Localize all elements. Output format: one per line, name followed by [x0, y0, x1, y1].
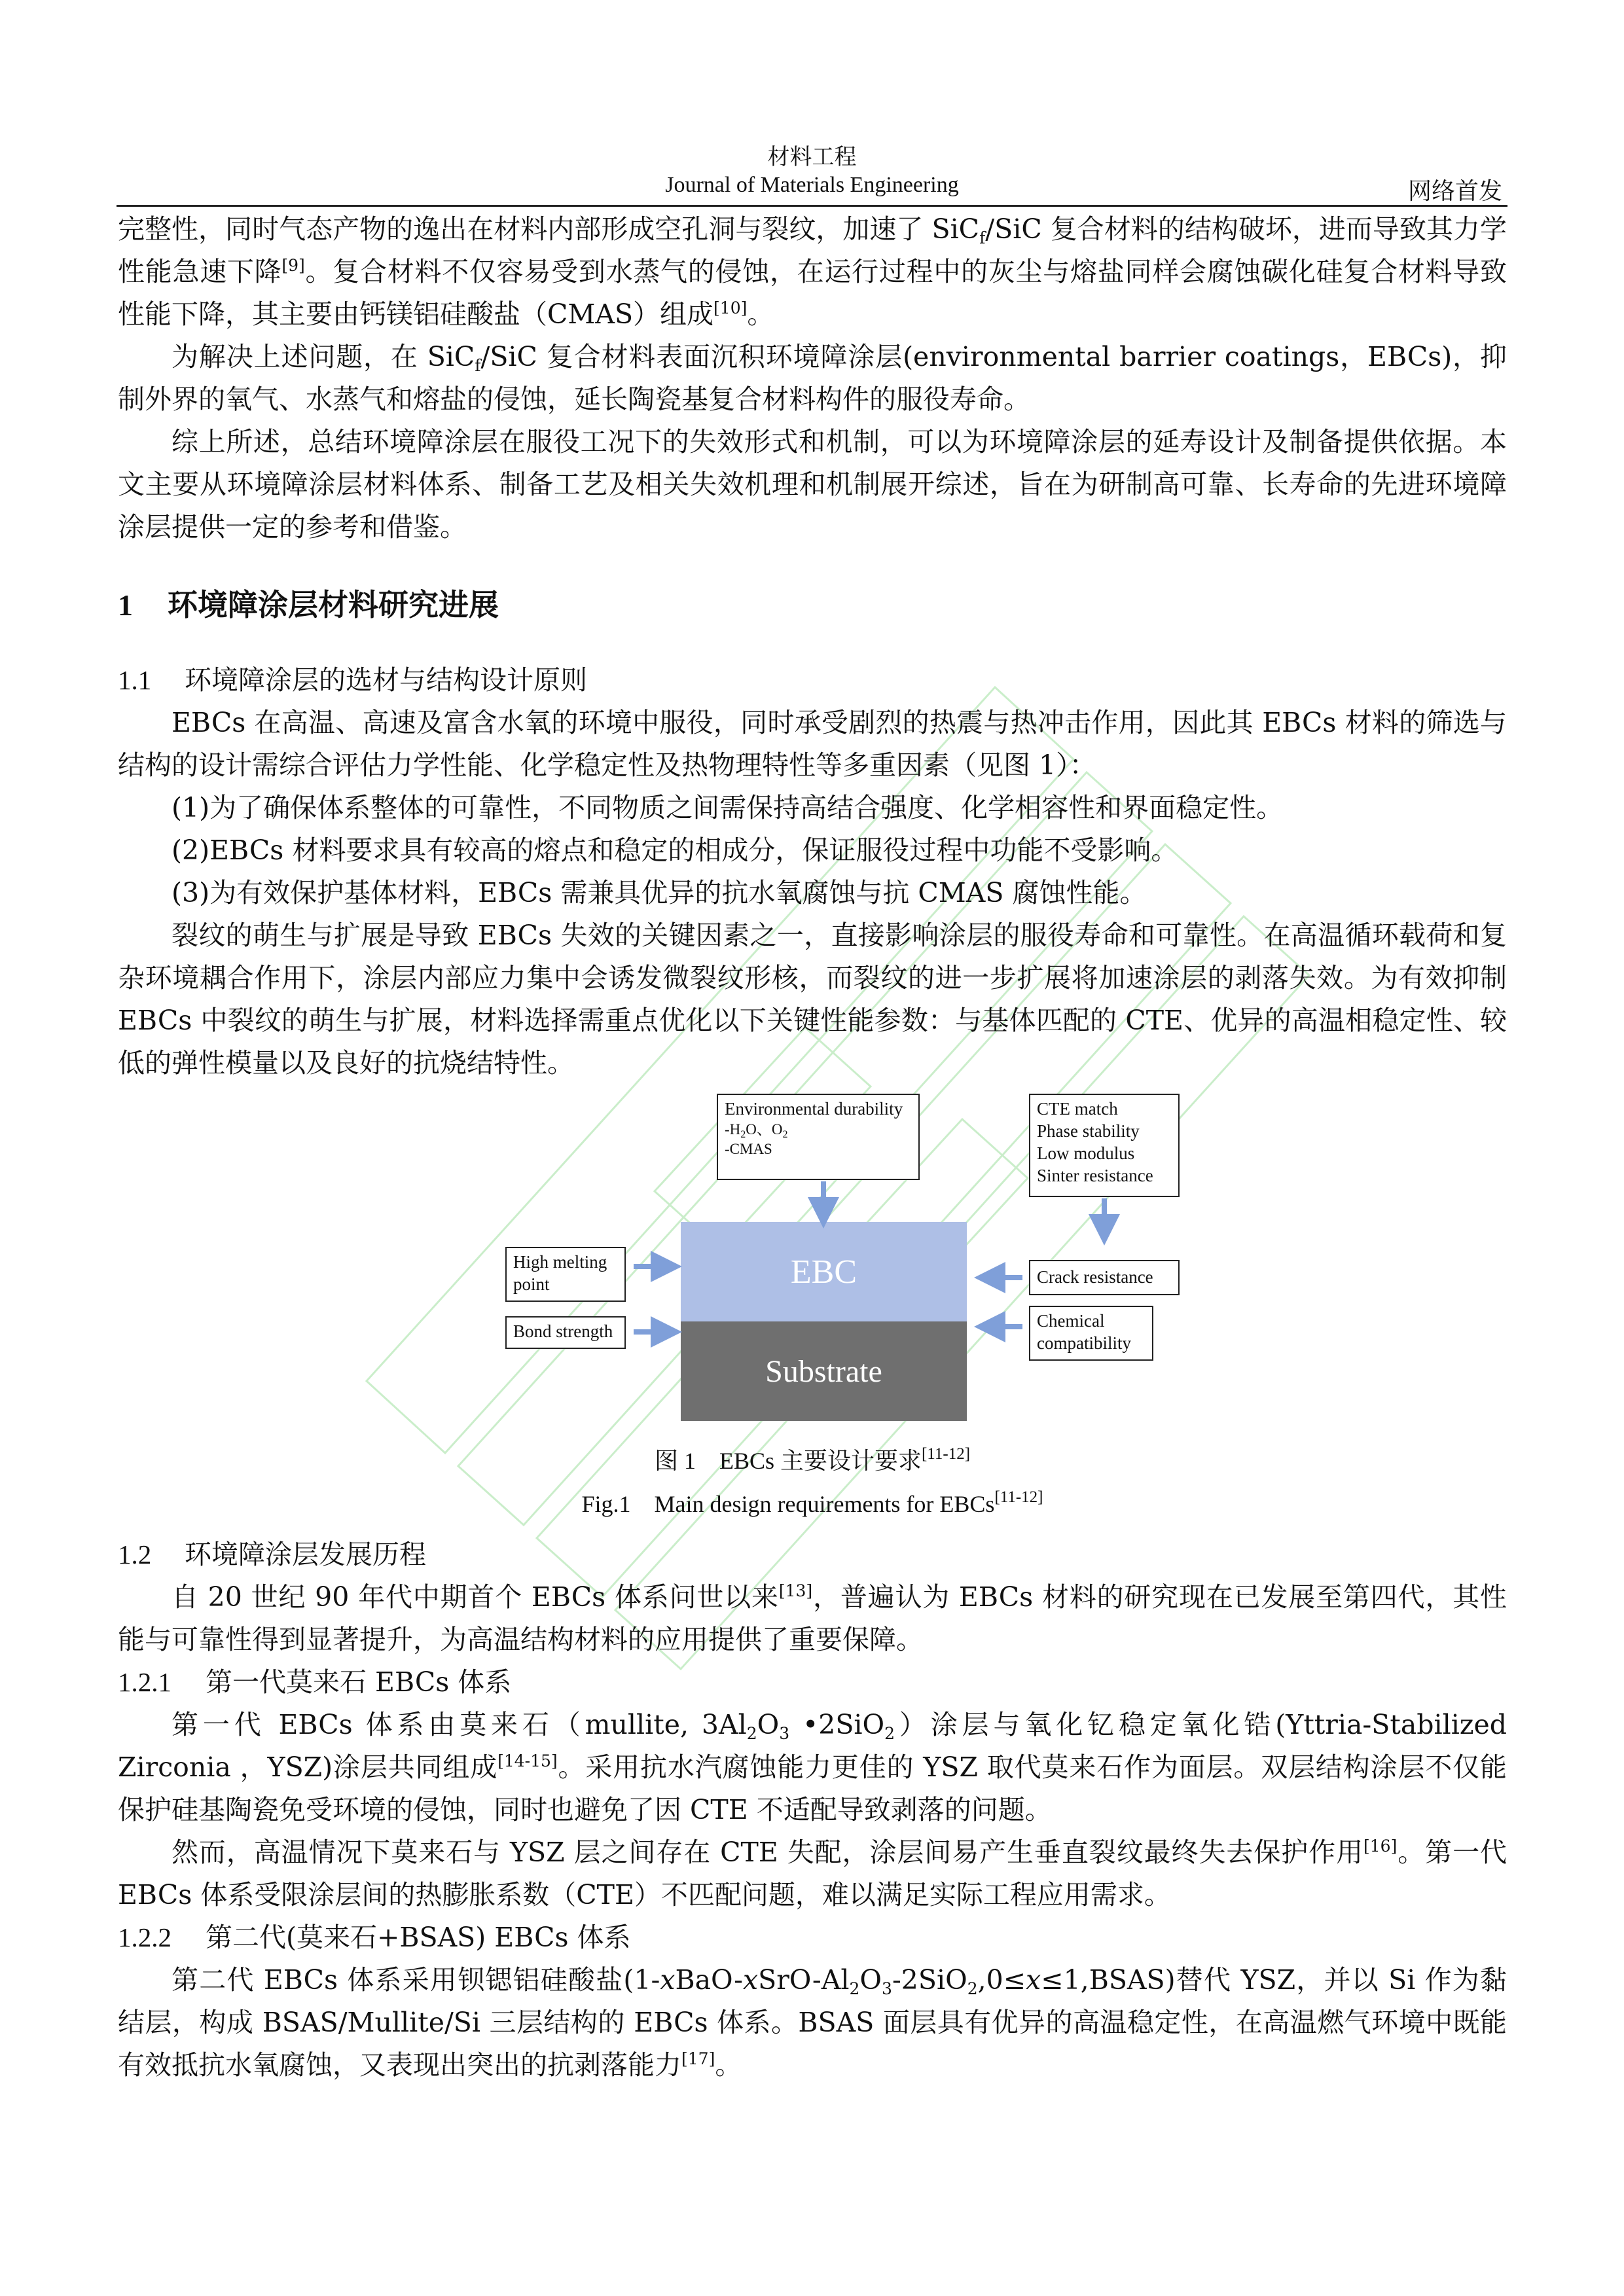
citation[interactable]: [13]	[778, 1581, 813, 1600]
environmental-durability-box: Environmental durability $-H_2O$、$O_2$ -CMAS	[717, 1094, 920, 1180]
crack-resistance-box: Crack resistance	[1029, 1260, 1180, 1295]
paragraph-8: 然而，高温情况下莫来石与 YSZ 层之间存在 CTE 失配，涂层间易产生垂直裂纹最终失去保护作用[16]。第一代 EBCs 体系受限涂层间的热膨胀系数（CTE）不匹配问题，难以满足实际工程应用需求。	[118, 1837, 1507, 1910]
paragraph-1: 完整性，同时气态产物的逸出在材料内部形成空孔洞与裂纹，加速了 SiC$_f$/SiC 复合材料的结构破坏，进而导致其力学性能急速下降[9]。复合材料不仅容易受到水蒸气的侵蚀，在运行过程中的灰尘与熔盐同样会腐蚀碳化硅复合材料导致性能下降，其主要由钙镁铝硅酸盐（CMAS）组成[10]。	[118, 213, 1507, 330]
figure-caption-en: Fig.1 Main design requirements for EBCs[11-12]	[581, 1488, 1043, 1517]
list-item-3: (3)为有效保护基体材料，EBCs 需兼具优异的抗水氧腐蚀与抗 CMAS 腐蚀性能。	[171, 877, 1147, 908]
property-list-box: CTE match Phase stability Low modulus Sinter resistance	[1029, 1094, 1180, 1197]
ebc-layer: EBC	[681, 1222, 967, 1321]
substrate-layer: Substrate	[681, 1321, 967, 1421]
high-melting-point-box: High melting point	[505, 1247, 626, 1302]
paragraph-5: 裂纹的萌生与扩展是导致 EBCs 失效的关键因素之一，直接影响涂层的服役寿命和可靠性。在高温循环载荷和复杂环境耦合作用下，涂层内部应力集中会诱发微裂纹形核，而裂纹的进一步扩展将加速涂层的剥落失效。为有效抑制 EBCs 中裂纹的萌生与扩展，材料选择需重点优化以下关键性能参数：与基体匹配的 CTE、优异的高温相稳定性、较低的弹性模量以及良好的抗烧结特性。	[118, 920, 1507, 1079]
paragraph-7: 第一代 EBCs 体系由莫来石（mullite, $3Al_2O_3$ •2SiO$_2$）涂层与氧化钇稳定氧化锆(Yttria-Stabilized Zirconia ，YSZ)涂层共同组成[14-15]。采用抗水汽腐蚀能力更佳的 YSZ 取代莫来石作为面层。双层结构涂层不仅能保护硅基陶瓷免受环境的侵蚀，同时也避免了因 CTE 不适配导致剥落的问题。	[118, 1709, 1507, 1825]
citation[interactable]: [17]	[681, 2049, 715, 2068]
list-item-2: (2)EBCs 材料要求具有较高的熔点和稳定的相成分，保证服役过程中功能不受影响。	[171, 834, 1178, 866]
figure-1	[118, 1088, 1507, 1534]
section-heading-1-2-1: 1.2.1 第一代莫来石 EBCs 体系	[118, 1666, 512, 1698]
section-heading-1-2: 1.2 环境障涂层发展历程	[118, 1539, 426, 1570]
section-heading-1: 1 环境障涂层材料研究进展	[118, 587, 499, 622]
citation[interactable]: [9]	[281, 256, 305, 275]
online-first-label: 网络首发	[1407, 178, 1502, 205]
section-heading-1-1: 1.1 环境障涂层的选材与结构设计原则	[118, 664, 587, 696]
journal-title-en: Journal of Materials Engineering	[665, 173, 959, 197]
paragraph-6: 自 20 世纪 90 年代中期首个 EBCs 体系问世以来[13]，普遍认为 EBCs 材料的研究现在已发展至第四代，其性能与可靠性得到显著提升，为高温结构材料的应用提供了重要保障。	[118, 1581, 1507, 1655]
section-heading-1-2-2: 1.2.2 第二代(莫来石+BSAS) EBCs 体系	[118, 1922, 631, 1953]
citation[interactable]: [16]	[1363, 1837, 1398, 1856]
chemical-compatibility-box: Chemical compatibility	[1029, 1306, 1153, 1361]
list-item-1: (1)为了确保体系整体的可靠性，不同物质之间需保持高结合强度、化学相容性和界面稳定性。	[171, 792, 1284, 823]
journal-title-cn: 材料工程	[767, 144, 857, 170]
page-header	[117, 136, 1507, 207]
bond-strength-box: Bond strength	[505, 1316, 626, 1349]
paragraph-9: 第二代 EBCs 体系采用钡锶铝硅酸盐$(1-xBaO-xSrO-Al_2O_3-2SiO_2,0\le x\le 1,BSAS)$替代 YSZ，并以 Si 作为黏结层，构成 BSAS/Mullite/Si 三层结构的 EBCs 体系。BSAS 面层具有优异的高温稳定性，在高温燃气环境中既能有效抵抗水氧腐蚀，又表现出突出的抗剥落能力[17]。	[118, 1964, 1507, 2081]
paragraph-4: EBCs 在高温、高速及富含水氧的环境中服役，同时承受剧烈的热震与热冲击作用，因此其 EBCs 材料的筛选与结构的设计需综合评估力学性能、化学稳定性及热物理特性等多重因素（见图 1）：	[118, 707, 1507, 781]
arrow-icons	[118, 1088, 1507, 1455]
paragraph-3: 综上所述，总结环境障涂层在服役工况下的失效形式和机制，可以为环境障涂层的延寿设计及制备提供依据。本文主要从环境障涂层材料体系、制备工艺及相关失效机理和机制展开综述，旨在为研制高可靠、长寿命的先进环境障涂层提供一定的参考和借鉴。	[118, 426, 1507, 543]
figure-caption-cn: 图 1 EBCs 主要设计要求[11-12]	[654, 1445, 971, 1474]
paragraph-2: 为解决上述问题，在 SiC$_f$/SiC 复合材料表面沉积环境障涂层(environmental barrier coatings，EBCs)，抑制外界的氧气、水蒸气和熔盐的侵蚀，延长陶瓷基复合材料构件的服役寿命。	[118, 341, 1507, 415]
article-body	[118, 208, 1507, 2087]
citation[interactable]: [10]	[713, 298, 748, 317]
citation[interactable]: [14-15]	[497, 1751, 558, 1770]
